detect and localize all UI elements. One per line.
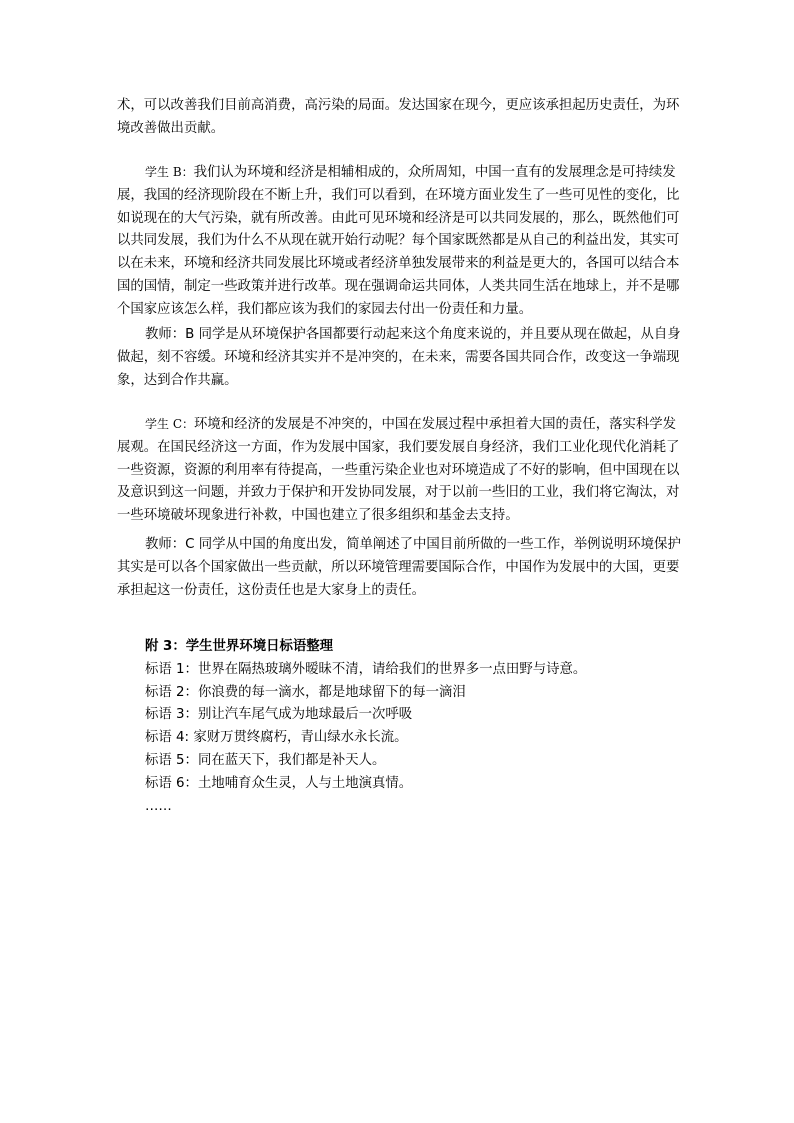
ellipsis: …… <box>145 798 172 814</box>
appendix-heading: 附 3：学生世界环境日标语整理 <box>145 639 334 654</box>
intro-paragraph: 术，可以改善我们目前高消费，高污染的局面。发达国家在现今，更应该承担起历史责任，为环境改善做出贡献。 <box>117 98 680 136</box>
slogan-item: 标语 3：别让汽车尾气成为地球最后一次呼吸 <box>145 707 413 723</box>
slogan-item: 标语 1：世界在隔热玻璃外暧昧不清，请给我们的世界多一点田野与诗意。 <box>145 661 587 677</box>
slogan-item: 标语 6：土地哺育众生灵，人与土地演真情。 <box>145 775 413 791</box>
slogan-item: 标语 5：同在蓝天下，我们都是补天人。 <box>145 752 386 768</box>
teacher-c-text: C 同学从中国的角度出发，简单阐述了中国目前所做的一些工作，举例说明环境保护其实是可以各个国家做出一些贡献，所以环境管理需要国际合作，中国作为发展中的大国，更要承担起这一份责任，这份责任也是大家身上的责任。 <box>117 537 681 598</box>
teacher-b-paragraph <box>117 324 685 392</box>
student-b-speaker: 学生 B： <box>145 165 194 179</box>
slogan-item: 标语 4: 家财万贯终腐朽，青山绿水永长流。 <box>145 730 408 746</box>
teacher-b-text: B 同学是从环境保护各国都要行动起来这个角度来说的，并且要从现在做起，从自身做起，刻不容缓。环境和经济其实并不是冲突的，在未来，需要各国共同合作，改变这一争端现象，达到合作共赢。 <box>117 327 681 388</box>
teacher-c-paragraph <box>117 534 685 602</box>
teacher-c-speaker: 教师： <box>145 537 186 552</box>
student-c-paragraph <box>117 413 685 528</box>
slogan-item: 标语 2：你浪费的每一滴水，都是地球留下的每一滴泪 <box>145 684 466 700</box>
appendix-section <box>145 636 685 818</box>
student-b-text: 我们认为环境和经济是相辅相成的，众所周知，中国一直有的发展理念是可持续发展，我国的经济现阶段在不断上升，我们可以看到，在环境方面业发生了一些可见性的变化，比如说现在的大气污染，就有所改善。由此可见环境和经济是可以共同发展的，那么，既然他们可以共同发展，我们为什么不从现在就开始行动呢？每个国家既然都是从自己的利益出发，其实可以在未来，环境和经济共同发展比环境或者经济单独发展带来的利益是更大的，各国可以结合本国的国情，制定一些政策并进行改革。现在强调命运共同体，人类共同生活在地球上，并不是哪个国家应该怎么样，我们都应该为我们的家园去付出一份责任和力量。 <box>117 165 680 317</box>
student-c-text: 环境和经济的发展是不冲突的，中国在发展过程中承担着大国的责任，落实科学发展观。在国民经济这一方面，作为发展中国家，我们要发展自身经济，我们工业化现代化消耗了一些资源，资源的利用率有待提高，一些重污染企业也对环境造成了不好的影响，但中国现在以及意识到这一问题，并致力于保护和开发协同发展，对于以前一些旧的工业，我们将它淘汰，对一些环境破坏现象进行补救，中国也建立了很多组织和基金去支持。 <box>117 417 680 524</box>
student-c-speaker: 学生 C： <box>145 417 194 431</box>
student-b-paragraph <box>117 161 685 322</box>
teacher-b-speaker: 教师： <box>145 327 186 342</box>
